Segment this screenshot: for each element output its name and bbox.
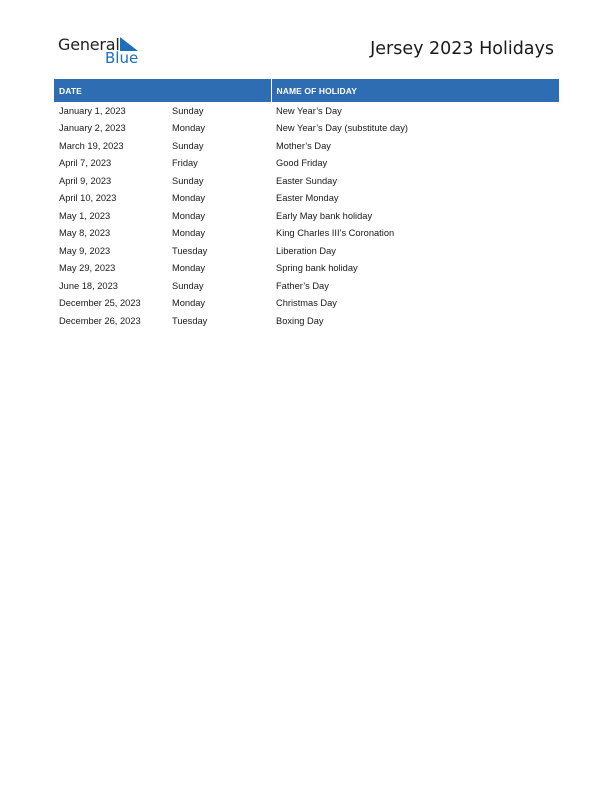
table-row bbox=[54, 155, 559, 173]
holiday-date-cell: December 26, 2023 bbox=[59, 315, 141, 326]
table-row bbox=[54, 242, 559, 260]
holiday-date-cell: March 19, 2023 bbox=[59, 140, 124, 151]
holiday-weekday-cell: Monday bbox=[172, 210, 206, 221]
page-title: Jersey 2023 Holidays bbox=[370, 39, 554, 59]
holiday-date-cell: May 9, 2023 bbox=[59, 245, 111, 256]
holiday-weekday-cell: Sunday bbox=[172, 175, 204, 186]
table-row bbox=[54, 120, 559, 138]
holiday-name-cell: Easter Monday bbox=[276, 193, 339, 204]
table-row bbox=[54, 277, 559, 295]
holiday-weekday-cell: Sunday bbox=[172, 140, 204, 151]
holiday-weekday-cell: Friday bbox=[172, 158, 198, 169]
table-row bbox=[54, 312, 559, 330]
holiday-name-cell: Christmas Day bbox=[276, 298, 337, 309]
holiday-weekday-cell: Sunday bbox=[172, 280, 204, 291]
holiday-weekday-cell: Monday bbox=[172, 193, 206, 204]
holiday-name-cell: Spring bank holiday bbox=[276, 263, 358, 274]
table-header-row bbox=[54, 79, 559, 102]
holiday-date-cell: May 1, 2023 bbox=[59, 210, 111, 221]
holiday-date-cell: April 9, 2023 bbox=[59, 175, 112, 186]
table-row bbox=[54, 260, 559, 278]
holiday-date-cell: May 8, 2023 bbox=[59, 228, 111, 239]
holiday-name-cell: Early May bank holiday bbox=[276, 210, 373, 221]
holiday-weekday-cell: Tuesday bbox=[172, 315, 208, 326]
holiday-name-cell: King Charles III’s Coronation bbox=[276, 228, 395, 239]
logo-word-blue: Blue bbox=[105, 49, 139, 67]
holiday-date-cell: April 10, 2023 bbox=[59, 193, 117, 204]
holiday-name-cell: New Year’s Day (substitute day) bbox=[276, 123, 408, 134]
holiday-name-cell: Father’s Day bbox=[276, 280, 329, 291]
table-row bbox=[54, 137, 559, 155]
holiday-date-cell: June 18, 2023 bbox=[59, 280, 118, 291]
table-body bbox=[54, 102, 559, 330]
table-row bbox=[54, 225, 559, 243]
table-row bbox=[54, 207, 559, 225]
holiday-name-cell: New Year’s Day bbox=[276, 105, 342, 116]
holiday-name-cell: Good Friday bbox=[276, 158, 328, 169]
table-row bbox=[54, 190, 559, 208]
holiday-weekday-cell: Monday bbox=[172, 228, 206, 239]
holiday-name-cell: Mother’s Day bbox=[276, 140, 331, 151]
holiday-date-cell: January 1, 2023 bbox=[59, 105, 126, 116]
holiday-name-cell: Boxing Day bbox=[276, 315, 324, 326]
holiday-name-cell: Liberation Day bbox=[276, 245, 336, 256]
holiday-date-cell: May 29, 2023 bbox=[59, 263, 116, 274]
holiday-weekday-cell: Tuesday bbox=[172, 245, 208, 256]
table-row bbox=[54, 102, 559, 120]
holiday-name-cell: Easter Sunday bbox=[276, 175, 337, 186]
logo-word-general: General bbox=[58, 35, 120, 54]
holiday-weekday-cell: Monday bbox=[172, 263, 206, 274]
table-row bbox=[54, 295, 559, 313]
holiday-date-cell: December 25, 2023 bbox=[59, 298, 141, 309]
holiday-date-cell: January 2, 2023 bbox=[59, 123, 126, 134]
header-date: DATE bbox=[54, 79, 271, 102]
holiday-date-cell: April 7, 2023 bbox=[59, 158, 112, 169]
holiday-weekday-cell: Monday bbox=[172, 298, 206, 309]
holiday-table bbox=[54, 79, 559, 330]
holiday-weekday-cell: Monday bbox=[172, 123, 206, 134]
holiday-weekday-cell: Sunday bbox=[172, 105, 204, 116]
generalblue-logo bbox=[58, 34, 148, 68]
table-row bbox=[54, 172, 559, 190]
header-holiday-name: NAME OF HOLIDAY bbox=[276, 85, 358, 96]
